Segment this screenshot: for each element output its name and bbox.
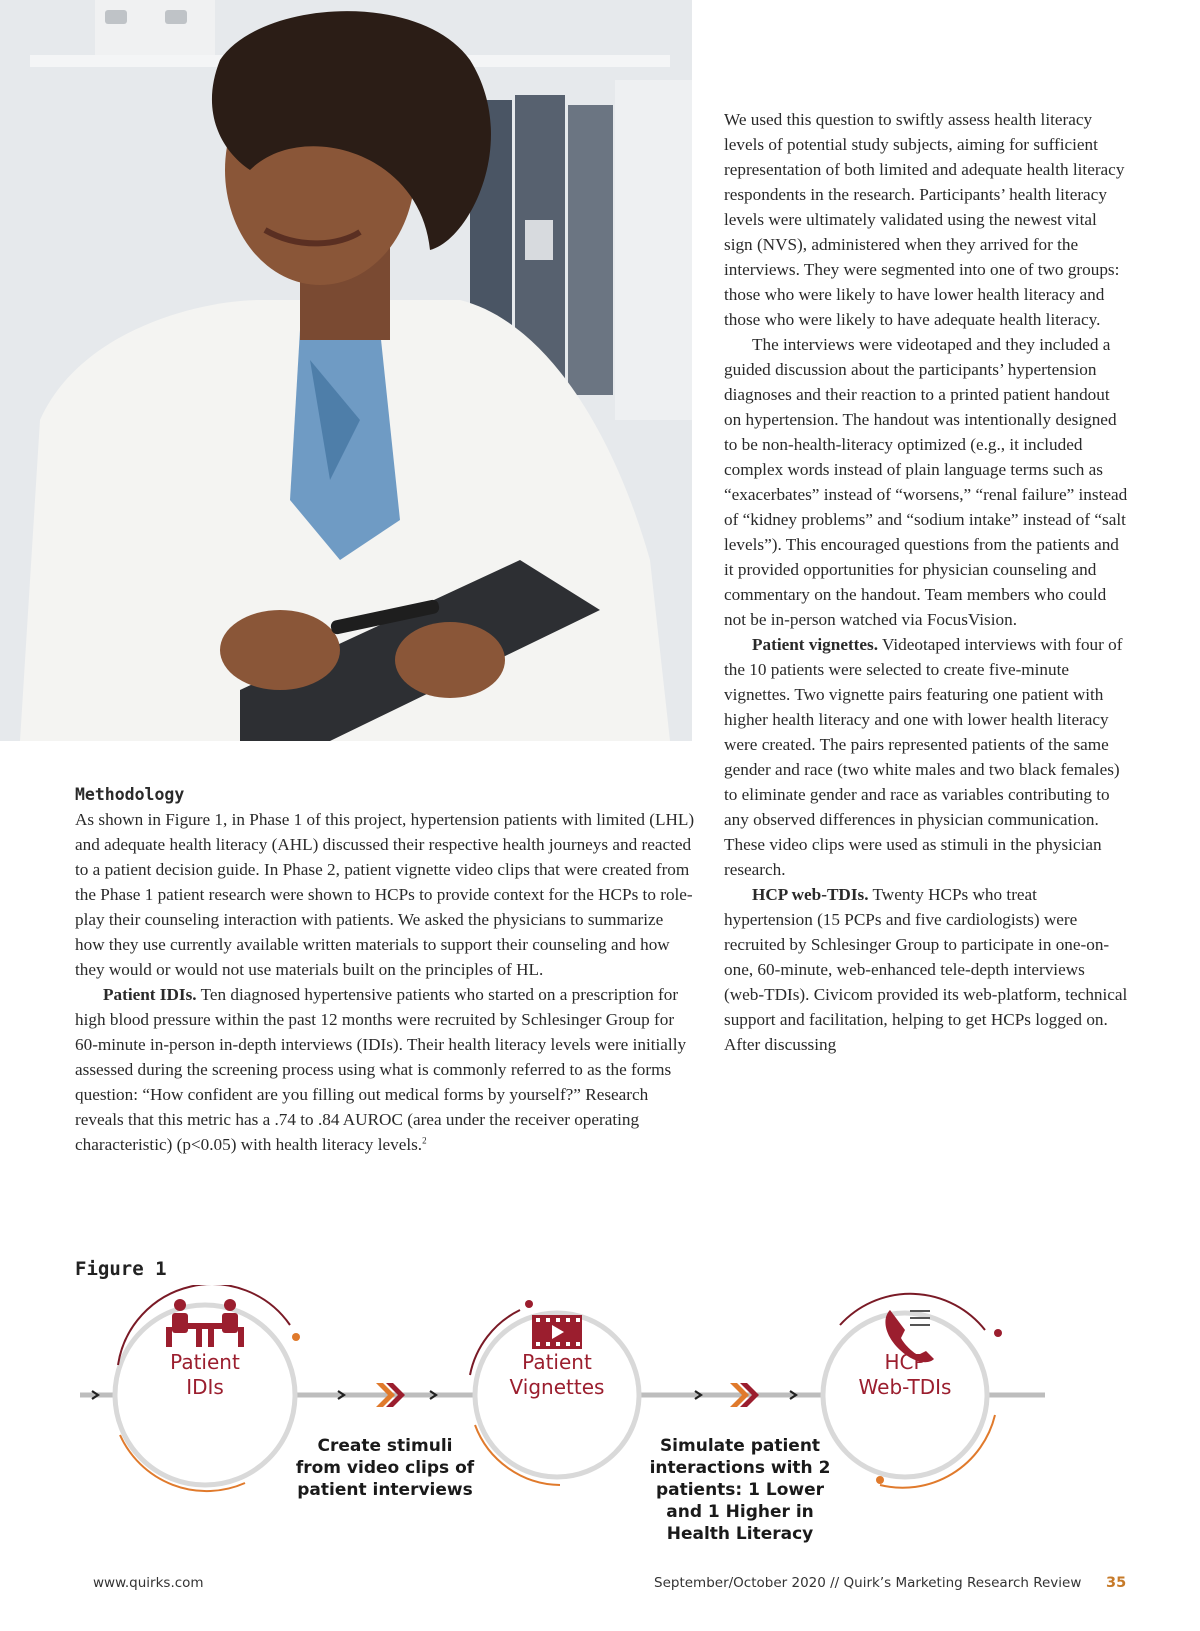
doctor-illustration bbox=[0, 0, 692, 741]
methodology-heading: Methodology bbox=[75, 785, 185, 804]
right-paragraph-4 bbox=[724, 882, 1128, 1057]
left-paragraph-1: As shown in Figure 1, in Phase 1 of this project, hypertension patients with limited (LHL) and adequate health literacy (AHL) discussed their respective health journeys and reacted to a patient decision guide. In Phase 2, patient vignette video clips that were created from the Phase 1 patient research were shown to HCPs to provide context for the HCPs to role-play their counseling interaction with patients. We asked the physicians to summarize how they use currently available written materials to support their counseling and how they would or would not use materials built on the principles of HL. bbox=[75, 810, 695, 979]
right-paragraph-1: We used this question to swiftly assess health literacy levels of potential study subjects, aiming for sufficient representation of both limited and adequate health literacy respondents in the research. Participants’ health literacy levels were ultimately validated using the newest vital sign (NVS), administered when they arrived for the interviews. They were segmented into one of two groups: those who were likely to have lower health literacy and those who were likely to have adequate health literacy. bbox=[724, 110, 1125, 329]
node-label-patient-vignettes: Patient Vignettes bbox=[509, 1350, 605, 1399]
patient-idis-body: Ten diagnosed hypertensive patients who started on a prescription for high blood pressure within the past 12 months were recruited by Schlesinger Group for 60-minute in-person in-depth interviews (IDIs). Their health literacy levels were initially assessed during the screening process using what is commonly referred to as the forms question: “How confident are you filling out medical forms by yourself?” Research reveals that this metric has a .74 to .84 AUROC (area under the receiver operating characteristic) (p<0.05) with health literacy levels. bbox=[75, 985, 687, 1154]
footer-url[interactable]: www.quirks.com bbox=[93, 1575, 204, 1591]
hcp-web-tdis-body: Twenty HCPs who treat hypertension (15 PCPs and five cardiologists) were recruited by Schlesinger Group to participate in one-on-one, 60-minute, web-enhanced tele-depth interviews (web-TDIs). Civicom provided its web-platform, technical support and facilitation, helping to get HCPs logged on. After discussing bbox=[724, 885, 1128, 1054]
right-paragraph-2: The interviews were videotaped and they included a guided discussion about the participants’ hypertension diagnoses and their reaction to a printed patient handout on hypertension. The handout was intentionally designed to be non-health-literacy optimized (e.g., it included complex words instead of plain language terms such as “exacerbates” instead of “worsens,” “renal failure” instead of “kidney problems” and “sodium intake” instead of “salt levels”). This encouraged questions from the patients and it provided opportunities for physician counseling and commentary on the handout. Team members who could not be in-person watched via FocusVision. bbox=[724, 335, 1128, 629]
figure-title: Figure 1 bbox=[75, 1258, 167, 1280]
footnote-ref: 2 bbox=[422, 1135, 427, 1146]
patient-vignettes-body: Videotaped interviews with four of the 10 patients were selected to create five-minute vignettes. Two vignette pairs featuring one patient with higher health literacy and one with lower health literacy were created. The pairs represented patients of the same gender and race (two white males and two black females) to eliminate gender and race as variables contributing to any observed differences in physician communication. These video clips were used as stimuli in the physician research. bbox=[724, 635, 1123, 879]
video-icon bbox=[532, 1315, 582, 1349]
patient-idis-lead: Patient IDIs. bbox=[103, 985, 197, 1004]
step-create-stimuli: Create stimuli from video clips of patient interviews bbox=[295, 1436, 475, 1500]
figure-graphic bbox=[0, 1285, 1200, 1570]
hero-photo bbox=[0, 0, 692, 741]
page-number: 35 bbox=[1106, 1575, 1127, 1591]
right-paragraph-3 bbox=[724, 632, 1128, 882]
figure-1-diagram bbox=[0, 1285, 1200, 1570]
patient-vignettes-lead: Patient vignettes. bbox=[752, 635, 879, 654]
right-column bbox=[724, 107, 1128, 1057]
footer-issue: September/October 2020 // Quirk’s Marketing Research Review bbox=[654, 1575, 1082, 1591]
node-label-hcp-web-tdis: HCP Web-TDIs bbox=[858, 1350, 952, 1399]
hcp-web-tdis-lead: HCP web-TDIs. bbox=[752, 885, 869, 904]
step-simulate-interactions: Simulate patient interactions with 2 patients: 1 Lower and 1 Higher in Health Literacy bbox=[649, 1436, 831, 1544]
node-label-patient-idis: Patient IDIs bbox=[170, 1350, 240, 1399]
left-column bbox=[75, 782, 695, 1157]
left-paragraph-2 bbox=[75, 982, 695, 1157]
